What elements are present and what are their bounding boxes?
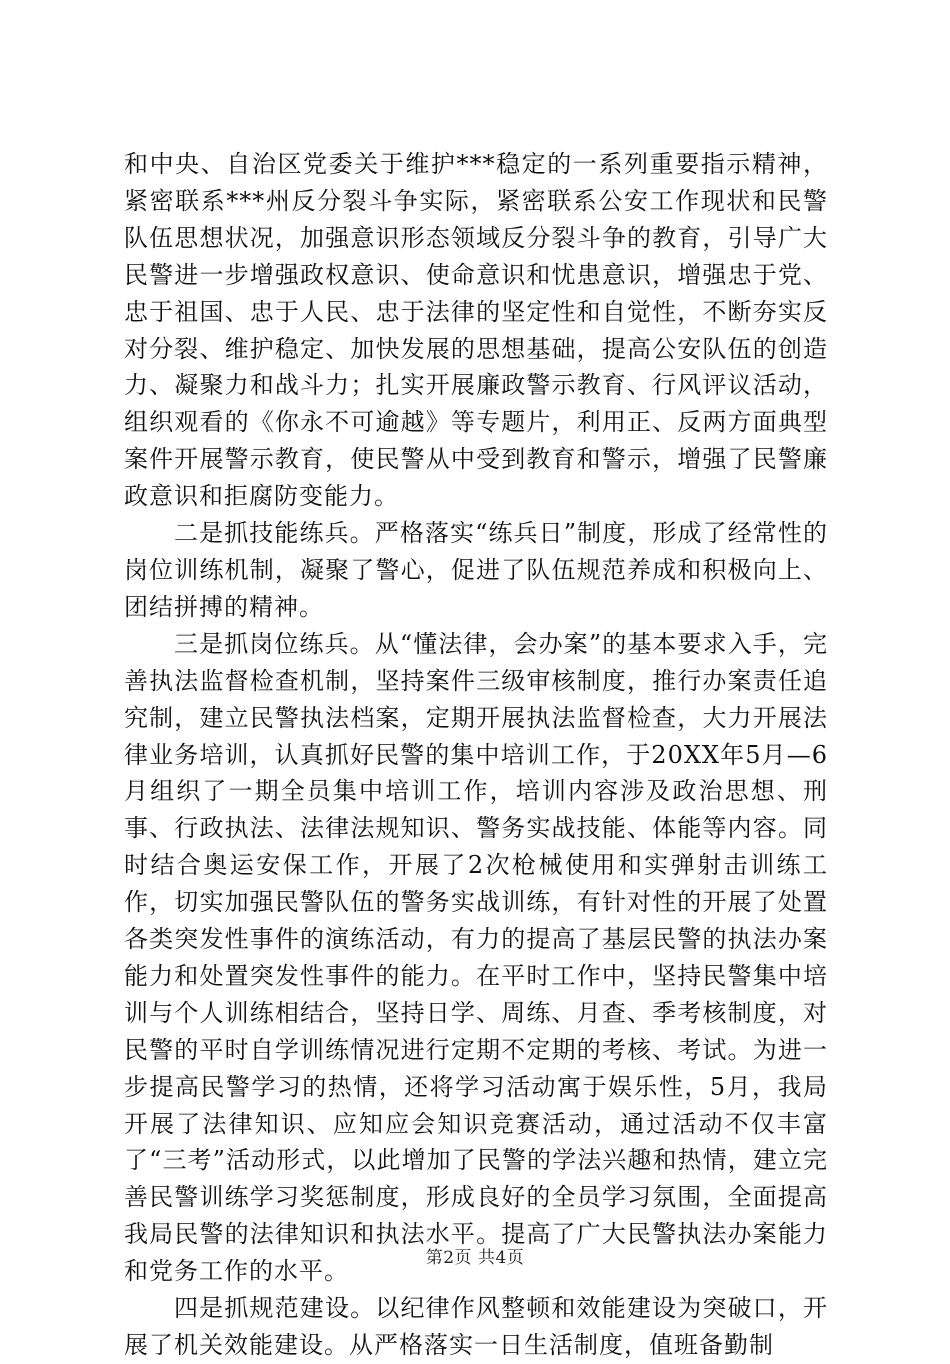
- paragraph-standard-building: 四是抓规范建设。以纪律作风整顿和效能建设为突破口，开展了机关效能建设。从严格落实一日生活制度，值班备勤制: [124, 1294, 828, 1359]
- page-number-footer: 第2页 共4页: [425, 1248, 525, 1268]
- paragraph-post-training: 三是抓岗位练兵。从“懂法律，会办案”的基本要求入手，完善执法监督检查机制，坚持案件三级审核制度，推行办案责任追究制，建立民警执法档案，定期开展执法监督检查，大力开展法律业务培训，认真抓好民警的集中培训工作，于20XX年5月—6月组织了一期全员集中培训工作，培训内容涉及政治思想、刑事、行政执法、法律法规知识、警务实战技能、体能等内容。同时结合奥运安保工作，开展了2次枪械使用和实弹射击训练工作，切实加强民警队伍的警务实战训练，有针对性的开展了处置各类突发性事件的演练活动，有力的提高了基层民警的执法办案能力和处置突发性事件的能力。在平时工作中，坚持民警集中培训与个人训练相结合，坚持日学、周练、月查、季考核制度，对民警的平时自学训练情况进行定期不定期的考核、考试。为进一步提高民警学习的热情，还将学习活动寓于娱乐性，5月，我局开展了法律知识、应知应会知识竞赛活动，通过活动不仅丰富了“三考”活动形式，以此增加了民警的学法兴趣和热情，建立完善民警训练学习奖惩制度，形成良好的全员学习氛围，全面提高我局民警的法律知识和执法水平。提高了广大民警执法办案能力和党务工作的水平。: [124, 629, 828, 1286]
- paragraph-skills-training: 二是抓技能练兵。严格落实“练兵日”制度，形成了经常性的岗位训练机制，凝聚了警心，促进了队伍规范养成和积极向上、团结拼搏的精神。: [124, 519, 828, 621]
- document-body: [124, 146, 828, 1364]
- paragraph-continued: 和中央、自治区党委关于维护***稳定的一系列重要指示精神，紧密联系***州反分裂斗争实际，紧密联系公安工作现状和民警队伍思想状况，加强意识形态领域反分裂斗争的教育，引导广大民警进一步增强政权意识、使命意识和忧患意识，增强忠于党、忠于祖国、忠于人民、忠于法律的坚定性和自觉性，不断夯实反对分裂、维护稳定、加快发展的思想基础，提高公安队伍的创造力、凝聚力和战斗力；扎实开展廉政警示教育、行风评议活动，组织观看的《你永不可逾越》等专题片，利用正、反两方面典型案件开展警示教育，使民警从中受到教育和警示，增强了民警廉政意识和拒腐防变能力。: [124, 150, 828, 511]
